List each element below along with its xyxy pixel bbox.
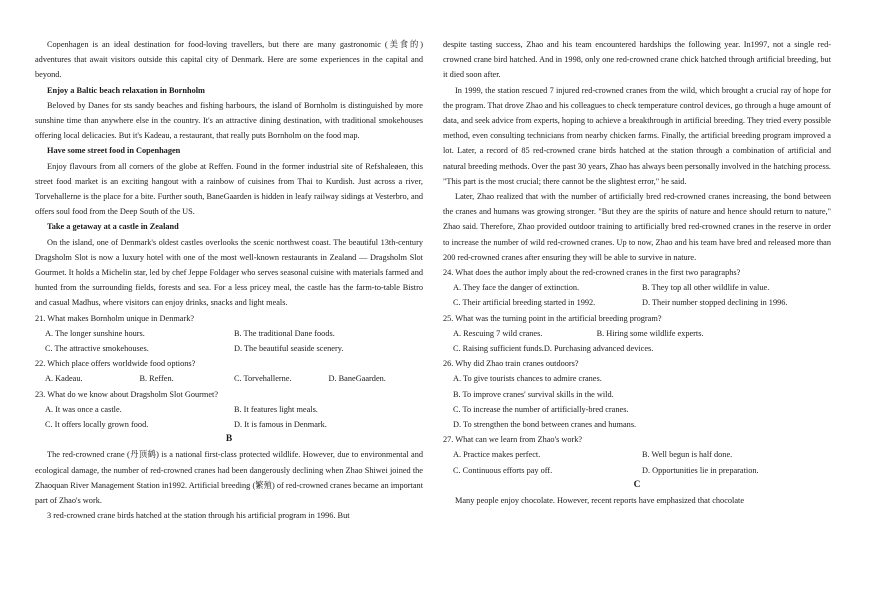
option-22-a: A. Kadeau. <box>45 374 83 384</box>
option-22-b: B. Reffen. <box>139 374 174 384</box>
option-25-d: D. Purchasing advanced devices. <box>543 344 654 354</box>
option-23-d: D. It is famous in Denmark. <box>234 420 327 430</box>
copenhagen-paragraph: Enjoy flavours from all corners of the globe at Reffen. Found in the former industrial site of Refshaleøen, this street food market is an exciting hangout with a rainbow of cuisines from Thai to Kurdish. Just across a river, Torvehallerne is the place for a bite. Further south, BaneGaarden is hidden in leafy railway sidings at Vesterbro, and offers soul food from the Deep South of the US. <box>35 161 423 217</box>
option-25-a: A. Rescuing 7 wild cranes. <box>453 328 543 338</box>
option-24-d: D. Their number stopped declining in 1996. <box>642 298 788 308</box>
option-24-b: B. They top all other wildlife in value. <box>642 283 770 293</box>
option-26-a: A. To give tourists chances to admire cranes. <box>453 374 602 384</box>
question-26-options <box>443 371 831 432</box>
option-21-b: B. The traditional Dane foods. <box>234 328 335 338</box>
crane-paragraph-4: Later, Zhao realized that with the number of artificially bred red-crowned cranes increasing, the bond between the cranes and humans was growing stronger. "But they are the spirits of nature and hence should return to nature," Zhao said. Therefore, Zhao provided outdoor training to artificially bred red-crowned cranes in the reserve in order to increase the number of wild red-crowned cranes. Up to now, Zhao and his team have bred and released more than 200 red-crowned cranes after ensuring they will be able to survive in nature. <box>443 192 831 262</box>
bornholm-paragraph: Beloved by Danes for sts sandy beaches and fishing harbours, the island of Bornholm is distinguished by more sunshine time than anywhere else in the country. It's an attractive dining destination, with traditional smokehouses offering local delicacies. But it's Kadeau, a restaurant, that really puts Bornholm on the food map. <box>35 100 423 141</box>
option-26-b: B. To improve cranes' survival skills in the wild. <box>453 389 614 399</box>
option-27-a: A. Practice makes perfect. <box>453 450 541 460</box>
option-22-c: C. Torvehallerne. <box>234 374 292 384</box>
question-22-options <box>35 371 423 386</box>
section-c-heading: C <box>633 479 641 490</box>
question-24: 24. What does the author imply about the red-crowned cranes in the first two paragraphs? <box>443 268 741 278</box>
option-23-c: C. It offers locally grown food. <box>45 420 149 430</box>
question-25-options <box>443 326 831 356</box>
option-26-d: D. To strengthen the bond between cranes and humans. <box>453 420 637 430</box>
question-27: 27. What can we learn from Zhao's work? <box>443 435 583 445</box>
question-26: 26. Why did Zhao train cranes outdoors? <box>443 359 579 369</box>
heading-zealand: Take a getaway at a castle in Zealand <box>47 222 179 232</box>
question-23-options <box>35 402 423 432</box>
option-27-b: B. Well begun is half done. <box>642 450 733 460</box>
question-22: 22. Which place offers worldwide food options? <box>35 359 196 369</box>
heading-bornholm: Enjoy a Baltic beach relaxation in Bornholm <box>47 85 205 95</box>
chocolate-paragraph-start: Many people enjoy chocolate. However, recent reports have emphasized that chocolate <box>455 496 745 506</box>
option-26-c: C. To increase the number of artificially-bred cranes. <box>453 404 629 414</box>
crane-paragraph-3: In 1999, the station rescued 7 injured red-crowned cranes from the wild, which brought a crucial ray of hope for the program. That drove Zhao and his colleagues to check temperature control devices, go through a huge amount of data, and seek advice from experts, hoping to achieve a breakthrough in artificial breeding. They tried every possible method, even consulting technicians from nearby chicken farms. Finally, the artificial breeding program improved a lot. Later, a record of 85 red-crowned crane birds hatched at the station through a combination of artificial and natural breeding methods. Over the past 30 years, Zhao has always been personally involved in the hatching process. "This part is the most crucial; there cannot be the slightest error," he said. <box>443 85 831 186</box>
option-21-a: A. The longer sunshine hours. <box>45 328 145 338</box>
option-24-a: A. They face the danger of extinction. <box>453 283 580 293</box>
crane-paragraph-1: The red-crowned crane (丹顶鹤) is a national first-class protected wildlife. However, due to environmental and ecological damage, the number of red-crowned cranes had been dangerously declining when Zhao Shiwei joined the Zhaoquan River Management Station in1992. Artificial breeding (繁殖) of red-crowned cranes became an important part of Zhao's work. <box>35 450 423 506</box>
question-21-options <box>35 326 423 356</box>
section-b-heading: B <box>225 434 233 445</box>
option-21-c: C. The attractive smokehouses. <box>45 344 149 354</box>
option-27-c: C. Continuous efforts pay off. <box>453 465 553 475</box>
zealand-paragraph: On the island, one of Denmark's oldest castles overlooks the scenic northwest coast. The beautiful 13th-century Dragsholm Slot is now a luxury hotel with one of the most well-known restaurants in Zealand — Dragsholm Slot Gourmet. It holds a Michelin star, led by chef Jeppe Foldager who serves seasonal cuisine with materials farmed and hunted from the surrounding fields, forests and sea. For a less pricey meal, the castle has the farm-to-table Bistro and casual Madhus, where visitors can enjoy drinks, snacks and light meals. <box>35 237 423 308</box>
question-27-options <box>443 447 831 477</box>
question-24-options <box>443 280 831 310</box>
heading-copenhagen: Have some street food in Copenhagen <box>47 146 181 156</box>
left-column <box>35 37 423 524</box>
option-25-b: B. Hiring some wildlife experts. <box>596 328 704 338</box>
question-23: 23. What do we know about Dragsholm Slot Gourmet? <box>35 389 219 399</box>
crane-paragraph-2-start: 3 red-crowned crane birds hatched at the station through his artificial program in 1996. But <box>47 511 350 521</box>
question-25: 25. What was the turning point in the artificial breeding program? <box>443 313 662 323</box>
option-23-a: A. It was once a castle. <box>45 404 122 414</box>
crane-paragraph-2-cont: despite tasting success, Zhao and his team encountered hardships the following year. In1997, not a single red-crowned crane bird hatched. And in 1998, only one red-crowned crane chick hatched through artificial breeding, but it died soon after. <box>443 40 831 80</box>
right-column <box>443 37 831 508</box>
option-22-d: D. BaneGaarden. <box>328 374 386 384</box>
option-21-d: D. The beautiful seaside scenery. <box>234 344 344 354</box>
option-24-c: C. Their artificial breeding started in 1992. <box>453 298 596 308</box>
question-21: 21. What makes Bornholm unique in Denmark? <box>35 313 195 323</box>
option-25-c: C. Raising sufficient funds. <box>453 344 544 354</box>
option-23-b: B. It features light meals. <box>234 404 318 414</box>
intro-paragraph: Copenhagen is an ideal destination for food-loving travellers, but there are many gastronomic (美食的) adventures that await visitors outside this capital city of Denmark. Here are some experiences in the capital and beyond. <box>35 40 423 80</box>
option-27-d: D. Opportunities lie in preparation. <box>642 465 759 475</box>
